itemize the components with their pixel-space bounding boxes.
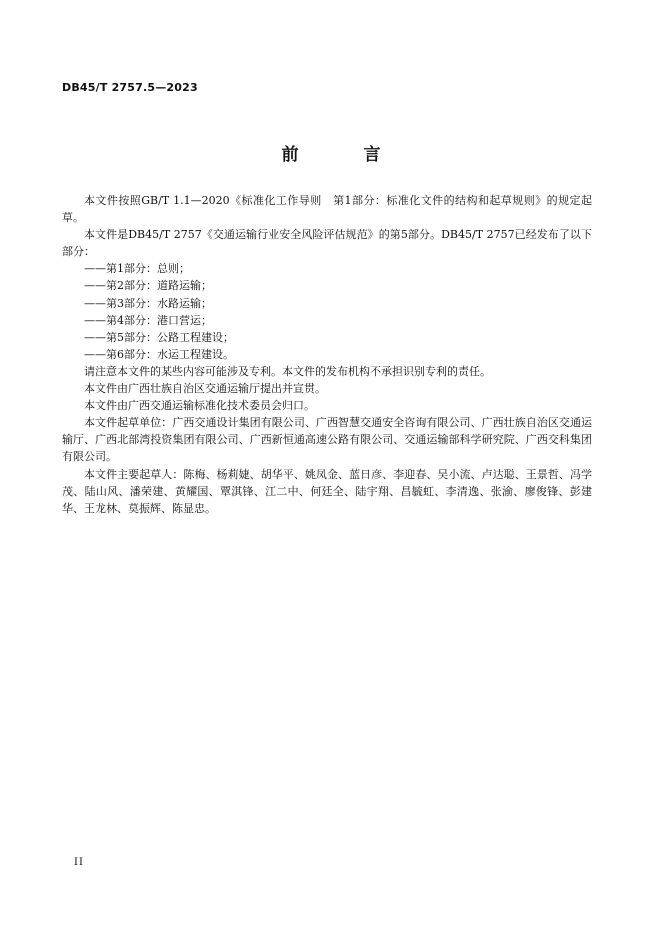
page-title: 前 言 bbox=[281, 145, 405, 165]
list-item-part-1: ——第1部分：总则； bbox=[84, 262, 190, 276]
paragraph-main-drafters: 本文件主要起草人：陈梅、杨莉婕、胡华平、姚凤金、蓝日彦、李迎春、吴小流、卢达聪、王景哲、冯学茂、陆山风、潘荣建、黄耀国、覃淇锋、江二中、何廷全、陆宇翔、昌毓虹、李清逸、张渝、廖俊锋、彭建华、王龙林、莫振辉、陈显忠。 bbox=[62, 467, 592, 515]
paragraph-centralized-management: 本文件由广西交通运输标准化技术委员会归口。 bbox=[84, 399, 315, 413]
paragraph-series-intro: 本文件是DB45/T 2757《交通运输行业安全风险评估规范》的第5部分。DB45/T 2757已经发布了以下部分： bbox=[62, 228, 592, 259]
list-item-part-3: ——第3部分：水路运输； bbox=[84, 296, 212, 310]
paragraph-patent-notice: 请注意本文件的某些内容可能涉及专利。本文件的发布机构不承担识别专利的责任。 bbox=[84, 364, 491, 378]
paragraph-drafting-units: 本文件起草单位：广西交通设计集团有限公司、广西智慧交通安全咨询有限公司、广西壮族自治区交通运输厅、广西北部湾投资集团有限公司、广西新恒通高速公路有限公司、交通运输部科学研究院、广西交科集团有限公司。 bbox=[62, 416, 592, 464]
paragraph-proposer: 本文件由广西壮族自治区交通运输厅提出并宣贯。 bbox=[84, 382, 326, 396]
foreword-body bbox=[62, 192, 592, 517]
list-item-part-2: ——第2部分：道路运输； bbox=[84, 279, 212, 293]
list-item-part-5: ——第5部分：公路工程建设； bbox=[84, 330, 234, 344]
paragraph-standard-basis: 本文件按照GB/T 1.1—2020《标准化工作导则 第1部分：标准化文件的结构和起草规则》的规定起草。 bbox=[62, 194, 592, 225]
list-item-part-4: ——第4部分：港口营运； bbox=[84, 313, 212, 327]
document-code: DB45/T 2757.5—2023 bbox=[62, 81, 198, 94]
page-number: II bbox=[74, 857, 84, 868]
list-item-part-6: ——第6部分：水运工程建设。 bbox=[84, 347, 234, 361]
